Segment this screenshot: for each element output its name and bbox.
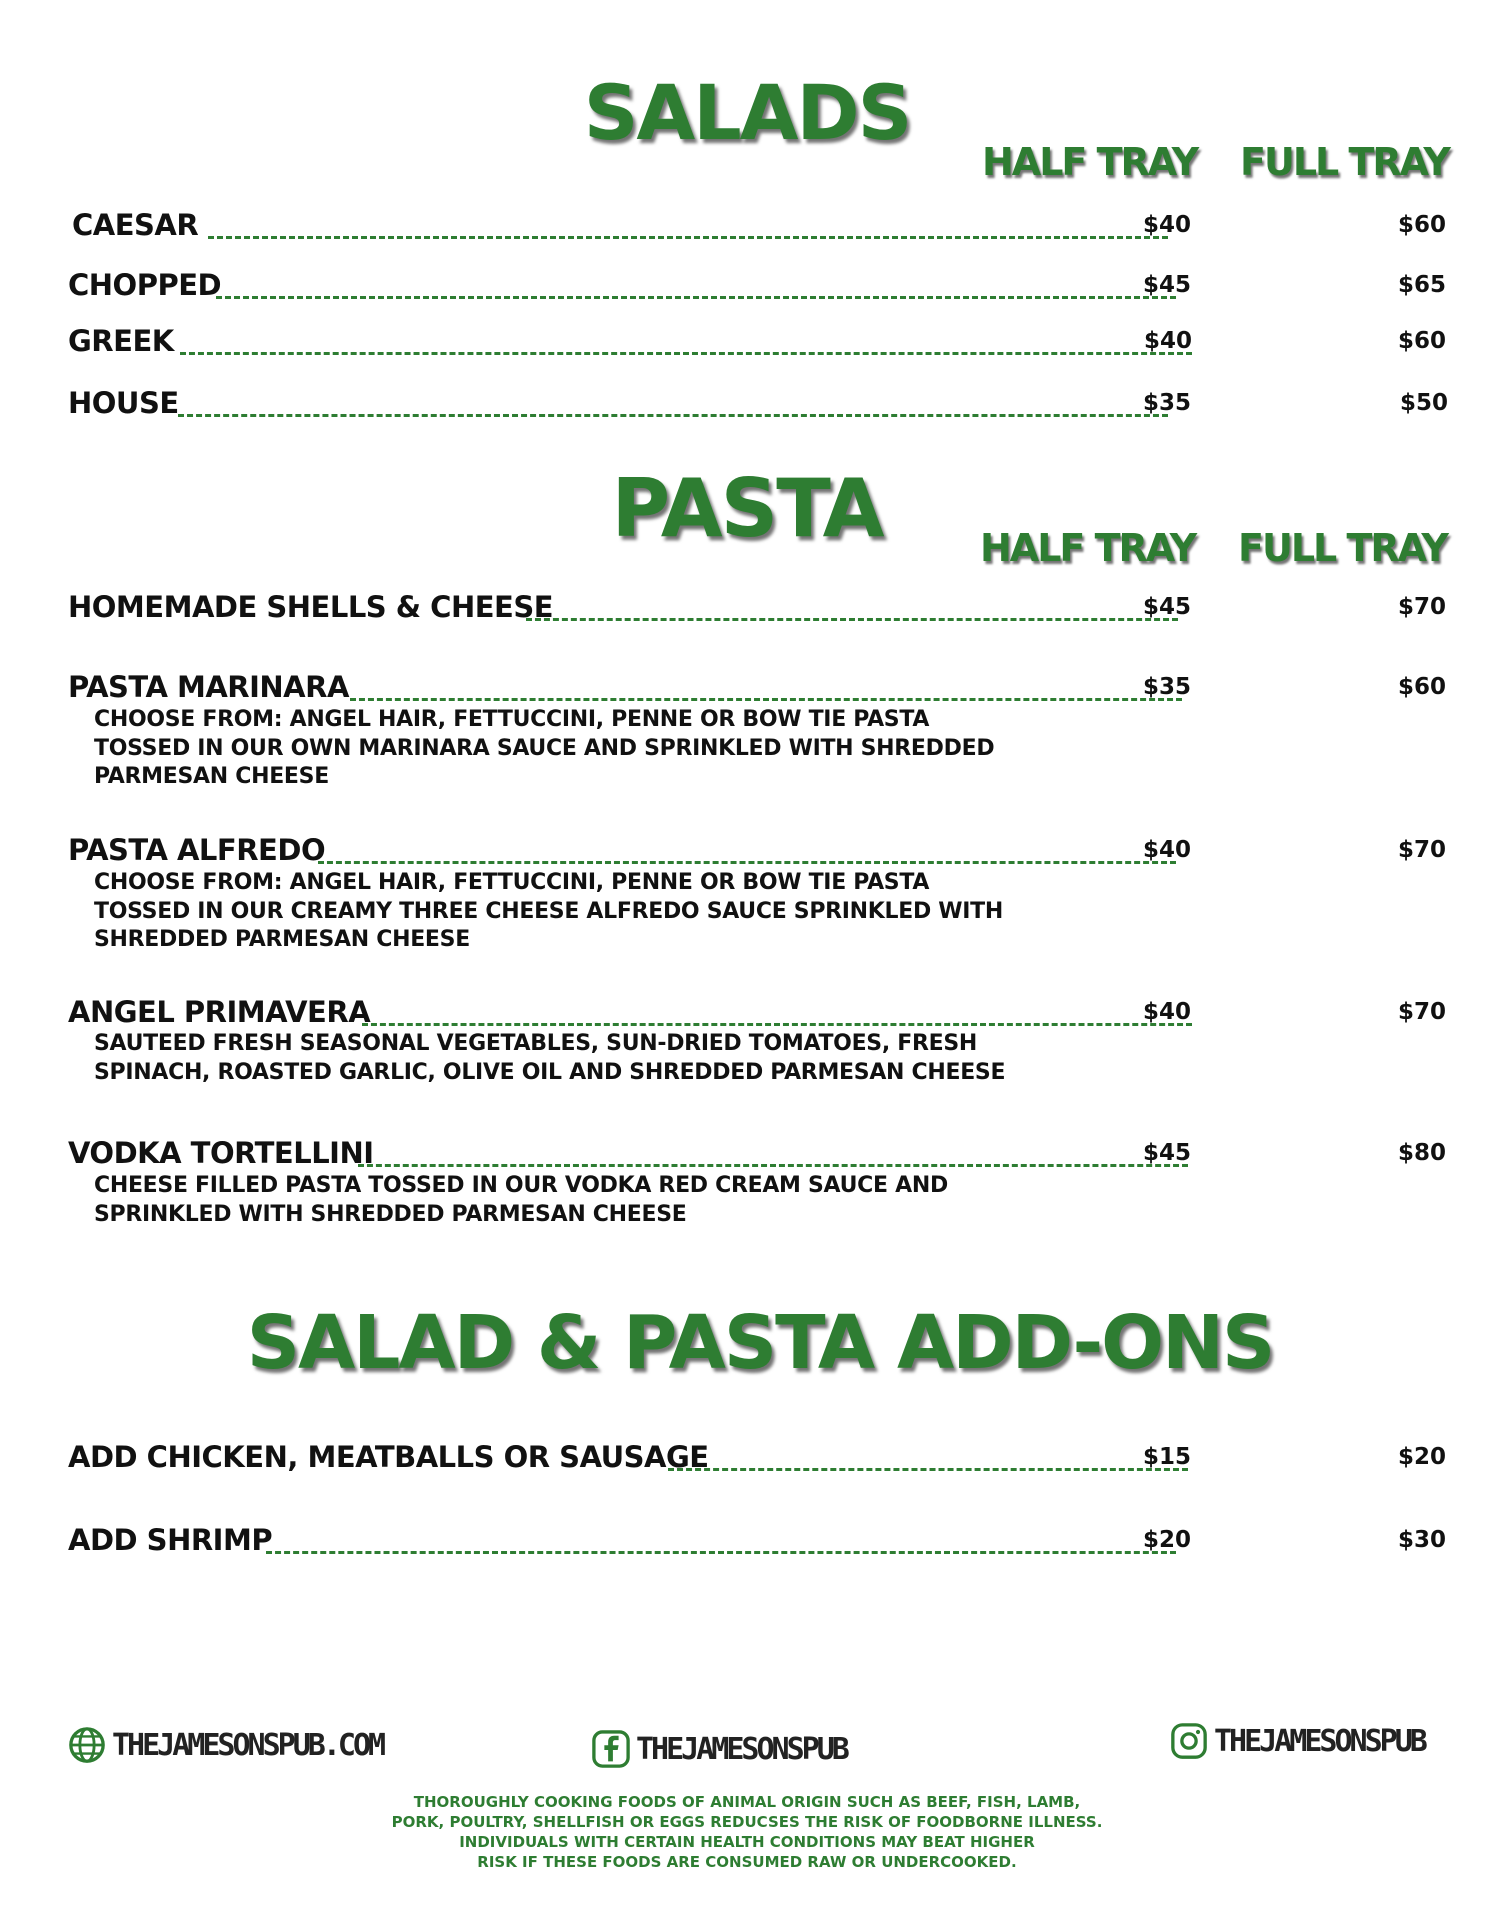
item-name: HOMEMADE SHELLS & CHEESE (68, 590, 554, 624)
item-name: ADD SHRIMP (68, 1523, 273, 1557)
leader-line (668, 1468, 1188, 1471)
half-tray-price: $45 (1143, 1140, 1192, 1166)
website-link[interactable] (68, 1726, 383, 1764)
description-line: CHOOSE FROM: ANGEL HAIR, FETTUCCINI, PENNE OR BOW TIE PASTA (94, 870, 930, 895)
item-name: ANGEL PRIMAVERA (68, 995, 371, 1029)
item-name: CHOPPED (68, 268, 222, 302)
half-tray-price: $45 (1143, 594, 1192, 620)
half-tray-price: $15 (1143, 1444, 1192, 1470)
half-tray-price: $35 (1143, 674, 1192, 700)
menu-item (68, 268, 1448, 308)
food-safety-disclaimer (300, 1792, 1194, 1872)
description-line: SPINACH, ROASTED GARLIC, OLIVE OIL AND SHREDDED PARMESAN CHEESE (94, 1059, 1006, 1085)
instagram-link[interactable] (1170, 1722, 1425, 1760)
disclaimer-line: THOROUGHLY COOKING FOODS OF ANIMAL ORIGIN SUCH AS BEEF, FISH, LAMB, (413, 1793, 1081, 1811)
half-tray-price: $40 (1143, 212, 1192, 238)
addons-title: SALAD & PASTA ADD-ONS (246, 1300, 1274, 1386)
salads-title: SALADS (583, 68, 911, 157)
disclaimer-line: RISK IF THESE FOODS ARE CONSUMED RAW OR UNDERCOOKED. (477, 1853, 1017, 1871)
leader-line (208, 236, 1168, 239)
full-tray-price: $60 (1398, 212, 1447, 238)
menu-item (68, 208, 1448, 248)
pasta-full-tray-header: FULL TRAY (1238, 526, 1447, 570)
item-description (94, 706, 994, 792)
description-line: CHOOSE FROM: ANGEL HAIR, FETTUCCINI, PENNE OR BOW TIE PASTA (94, 707, 930, 732)
full-tray-price: $60 (1398, 328, 1447, 354)
disclaimer-line: PORK, POULTRY, SHELLFISH OR EGGS REDUCSES THE RISK OF FOODBORNE ILLNESS. (391, 1813, 1103, 1831)
description-line: SAUTEED FRESH SEASONAL VEGETABLES, SUN-DRIED TOMATOES, FRESH (94, 1031, 978, 1056)
menu-item (68, 995, 1448, 1035)
disclaimer-line: INDIVIDUALS WITH CERTAIN HEALTH CONDITIONS MAY BEAT HIGHER (459, 1833, 1035, 1851)
half-tray-price: $40 (1143, 999, 1192, 1025)
description-line: SHREDDED PARMESAN CHEESE (94, 927, 470, 952)
description-line: CHEESE FILLED PASTA TOSSED IN OUR VODKA RED CREAM SAUCE AND (94, 1173, 948, 1198)
leader-line (350, 698, 1182, 701)
full-tray-price: $70 (1398, 594, 1447, 620)
menu-item (68, 670, 1448, 710)
full-tray-price: $60 (1398, 674, 1447, 700)
pasta-half-tray-header: HALF TRAY (980, 526, 1196, 570)
menu-item (68, 1440, 1448, 1480)
menu-item (68, 590, 1448, 630)
leader-line (178, 414, 1168, 417)
full-tray-price: $70 (1398, 999, 1447, 1025)
facebook-icon (592, 1730, 630, 1768)
item-name: PASTA MARINARA (68, 670, 349, 704)
item-description (94, 1172, 948, 1229)
menu-item (68, 1136, 1448, 1176)
pasta-title: PASTA (611, 462, 883, 555)
item-name: HOUSE (68, 386, 179, 420)
facebook-link[interactable] (592, 1730, 847, 1768)
description-line: PARMESAN CHEESE (94, 764, 329, 789)
full-tray-price: $50 (1400, 390, 1449, 416)
menu-item (68, 1523, 1448, 1563)
item-description (94, 1030, 1005, 1087)
item-name: VODKA TORTELLINI (68, 1136, 374, 1170)
full-tray-price: $30 (1398, 1527, 1447, 1553)
globe-icon (68, 1726, 106, 1764)
description-line: SPRINKLED WITH SHREDDED PARMESAN CHEESE (94, 1201, 687, 1227)
leader-line (180, 352, 1192, 355)
salads-full-tray-header: FULL TRAY (1240, 140, 1449, 184)
menu-item (68, 833, 1448, 873)
leader-line (526, 618, 1178, 621)
facebook-text: THEJAMESONSPUB (636, 1731, 847, 1767)
instagram-text: THEJAMESONSPUB (1214, 1723, 1425, 1759)
full-tray-price: $70 (1398, 837, 1447, 863)
item-description (94, 869, 1003, 955)
full-tray-price: $20 (1398, 1444, 1447, 1470)
half-tray-price: $40 (1144, 328, 1193, 354)
leader-line (216, 296, 1176, 299)
description-line: TOSSED IN OUR CREAMY THREE CHEESE ALFREDO SAUCE SPRINKLED WITH (94, 898, 1003, 924)
description-line: TOSSED IN OUR OWN MARINARA SAUCE AND SPRINKLED WITH SHREDDED (94, 735, 995, 761)
full-tray-price: $65 (1398, 272, 1447, 298)
instagram-icon (1170, 1722, 1208, 1760)
half-tray-price: $35 (1143, 390, 1192, 416)
menu-item (68, 324, 1448, 364)
half-tray-price: $45 (1143, 272, 1192, 298)
half-tray-price: $40 (1143, 837, 1192, 863)
item-name: CAESAR (72, 208, 199, 242)
menu-item (68, 386, 1448, 426)
item-name: PASTA ALFREDO (68, 833, 326, 867)
full-tray-price: $80 (1398, 1140, 1447, 1166)
salads-half-tray-header: HALF TRAY (982, 140, 1198, 184)
website-text: THEJAMESONSPUB.COM (112, 1727, 384, 1763)
leader-line (362, 1023, 1192, 1026)
leader-line (318, 861, 1176, 864)
item-name: ADD CHICKEN, MEATBALLS OR SAUSAGE (68, 1440, 709, 1474)
leader-line (266, 1551, 1176, 1554)
half-tray-price: $20 (1143, 1527, 1192, 1553)
leader-line (358, 1164, 1188, 1167)
item-name: GREEK (68, 324, 174, 358)
